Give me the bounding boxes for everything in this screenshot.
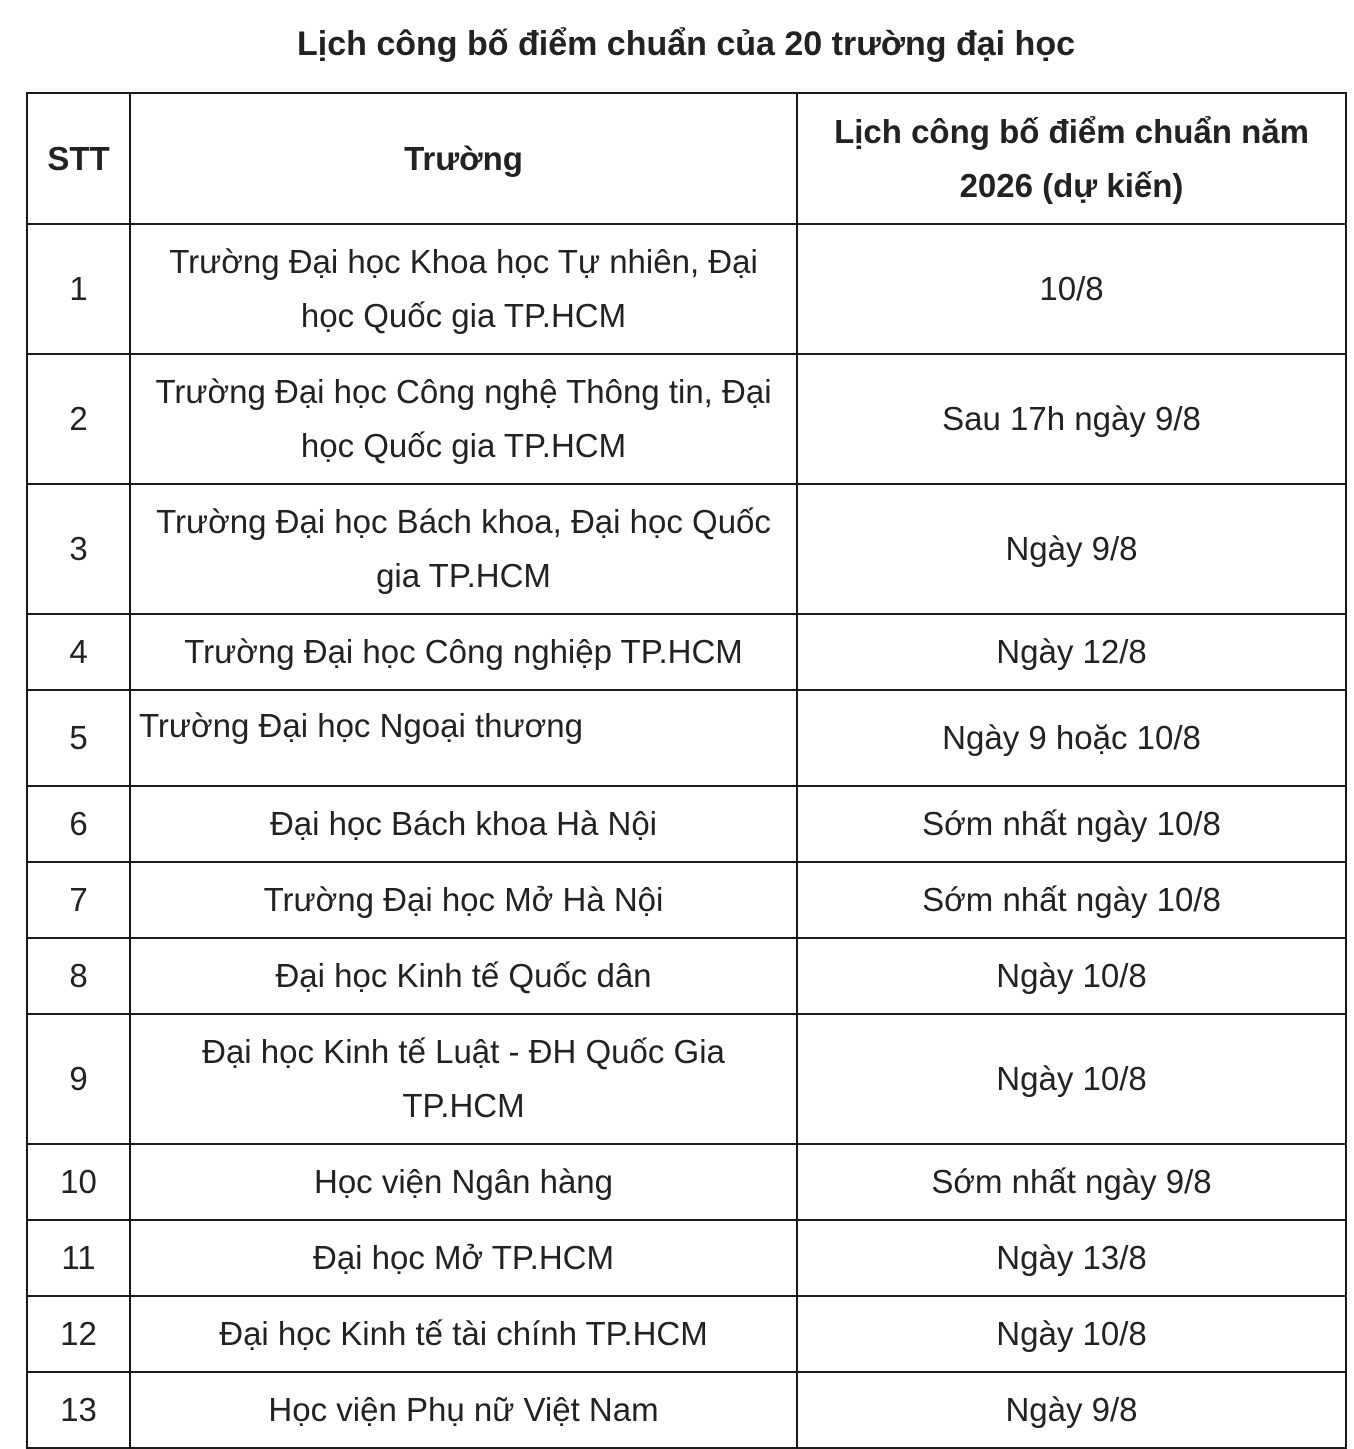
cell-school: Đại học Mở TP.HCM xyxy=(130,1220,797,1296)
header-school: Trường xyxy=(130,93,797,224)
cell-date: Sớm nhất ngày 10/8 xyxy=(797,862,1346,938)
table-row xyxy=(27,1296,1346,1372)
table-row xyxy=(27,1372,1346,1448)
cell-stt: 3 xyxy=(27,484,130,614)
cell-school: Học viện Ngân hàng xyxy=(130,1144,797,1220)
cell-date: Ngày 9/8 xyxy=(797,1372,1346,1448)
cell-date: 10/8 xyxy=(797,224,1346,354)
header-stt: STT xyxy=(27,93,130,224)
cell-stt: 4 xyxy=(27,614,130,690)
cell-school: Trường Đại học Khoa học Tự nhiên, Đại học Quốc gia TP.HCM xyxy=(130,224,797,354)
cell-school: Đại học Kinh tế Quốc dân xyxy=(130,938,797,1014)
table-row xyxy=(27,224,1346,354)
table-row xyxy=(27,690,1346,786)
table-row xyxy=(27,786,1346,862)
table-row xyxy=(27,1144,1346,1220)
cell-stt: 1 xyxy=(27,224,130,354)
cell-stt: 12 xyxy=(27,1296,130,1372)
cell-date: Ngày 12/8 xyxy=(797,614,1346,690)
cell-date: Sớm nhất ngày 10/8 xyxy=(797,786,1346,862)
cell-stt: 13 xyxy=(27,1372,130,1448)
cell-date: Sau 17h ngày 9/8 xyxy=(797,354,1346,484)
cell-school: Trường Đại học Công nghệ Thông tin, Đại học Quốc gia TP.HCM xyxy=(130,354,797,484)
table-row xyxy=(27,354,1346,484)
cell-stt: 10 xyxy=(27,1144,130,1220)
header-schedule: Lịch công bố điểm chuẩn năm 2026 (dự kiến) xyxy=(797,93,1346,224)
table-row xyxy=(27,614,1346,690)
table-header-row xyxy=(27,93,1346,224)
table-row xyxy=(27,1220,1346,1296)
table-row xyxy=(27,862,1346,938)
cell-date: Ngày 10/8 xyxy=(797,1014,1346,1144)
cell-date: Ngày 10/8 xyxy=(797,1296,1346,1372)
cell-school: Trường Đại học Ngoại thương xyxy=(130,690,797,786)
cell-school: Đại học Bách khoa Hà Nội xyxy=(130,786,797,862)
cell-stt: 2 xyxy=(27,354,130,484)
cell-school: Học viện Phụ nữ Việt Nam xyxy=(130,1372,797,1448)
cell-date: Sớm nhất ngày 9/8 xyxy=(797,1144,1346,1220)
cell-date: Ngày 13/8 xyxy=(797,1220,1346,1296)
admission-schedule-table xyxy=(26,92,1347,1449)
page-title: Lịch công bố điểm chuẩn của 20 trường đại học xyxy=(297,25,1075,63)
cell-stt: 8 xyxy=(27,938,130,1014)
cell-school: Đại học Kinh tế tài chính TP.HCM xyxy=(130,1296,797,1372)
cell-school: Trường Đại học Công nghiệp TP.HCM xyxy=(130,614,797,690)
cell-stt: 6 xyxy=(27,786,130,862)
cell-stt: 7 xyxy=(27,862,130,938)
cell-school: Trường Đại học Mở Hà Nội xyxy=(130,862,797,938)
cell-date: Ngày 9/8 xyxy=(797,484,1346,614)
cell-school: Đại học Kinh tế Luật - ĐH Quốc Gia TP.HCM xyxy=(130,1014,797,1144)
table-row xyxy=(27,1014,1346,1144)
cell-stt: 11 xyxy=(27,1220,130,1296)
table-row xyxy=(27,938,1346,1014)
cell-date: Ngày 9 hoặc 10/8 xyxy=(797,690,1346,786)
cell-date: Ngày 10/8 xyxy=(797,938,1346,1014)
cell-stt: 5 xyxy=(27,690,130,786)
cell-school: Trường Đại học Bách khoa, Đại học Quốc gia TP.HCM xyxy=(130,484,797,614)
cell-stt: 9 xyxy=(27,1014,130,1144)
table-row xyxy=(27,484,1346,614)
